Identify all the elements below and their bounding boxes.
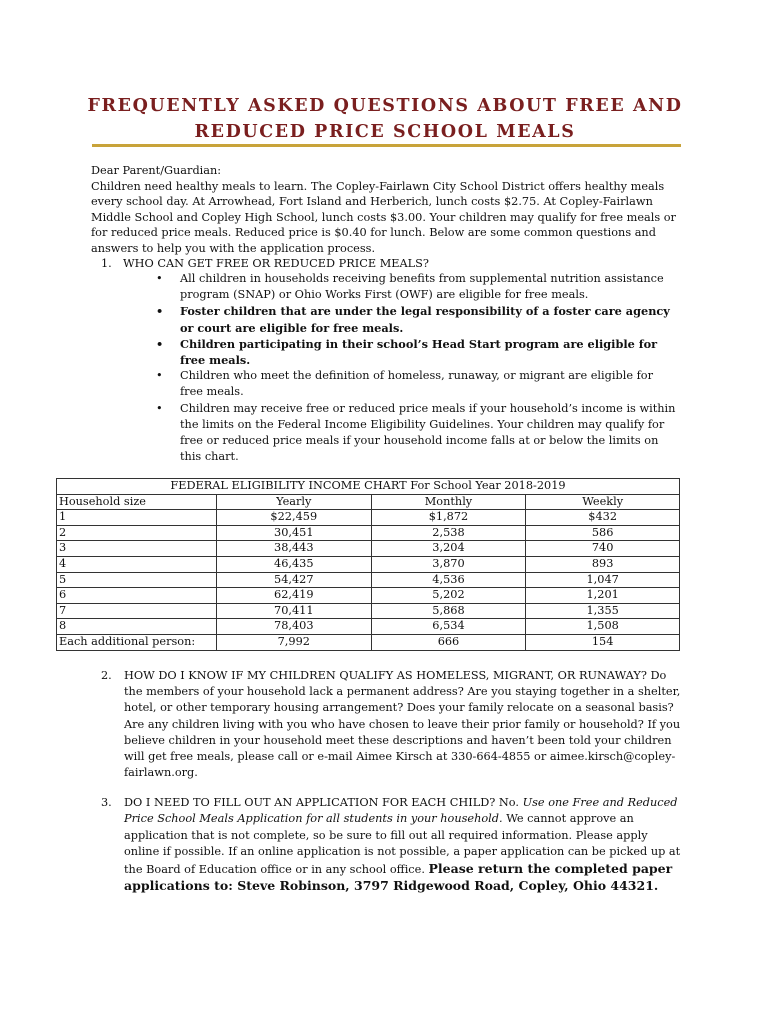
yearly-cell: 7,992	[216, 634, 371, 650]
weekly-cell: 893	[526, 556, 680, 572]
yearly-cell: $22,459	[216, 510, 371, 526]
monthly-cell: 5,868	[371, 603, 526, 619]
yearly-cell: 54,427	[216, 572, 371, 588]
greeting: Dear Parent/Guardian:	[91, 164, 222, 177]
weekly-cell: 586	[526, 525, 680, 541]
household-size-cell: 5	[57, 572, 217, 588]
bullet-icon: •	[156, 401, 163, 415]
question-2-number: 2.	[101, 669, 112, 682]
monthly-cell: 3,204	[371, 541, 526, 557]
table-header-row	[57, 494, 680, 510]
intro-section	[91, 163, 683, 256]
monthly-cell: 5,202	[371, 588, 526, 604]
intro-paragraph: Children need healthy meals to learn. The Copley-Fairlawn City School District offers healthy meals every school day. At Arrowhead, Fort Island and Herberich, lunch costs $2.75. At Copley-Fairlawn Middle School and Copley High School, lunch costs $3.00. Your children may qualify for free meals or for reduced price meals. Reduced price is $0.40 for lunch. Below are some common questions and answers to help you with the application process.	[91, 179, 676, 255]
question-3-number: 3.	[101, 796, 112, 809]
table-row	[57, 603, 680, 619]
monthly-cell: $1,872	[371, 510, 526, 526]
yearly-cell: 62,419	[216, 588, 371, 604]
bullet-icon: •	[156, 304, 164, 319]
bullet-icon: •	[156, 369, 163, 383]
list-item: • Children may receive free or reduced price meals if your household’s income is within the limits on the Federal Income Eligibility Guidelines. Your children may qualify for free or reduced price meals if your household income falls at or below the limits on this chart.	[156, 401, 676, 464]
table-row	[57, 572, 680, 588]
household-size-cell: 3	[57, 541, 217, 557]
table-row	[57, 541, 680, 557]
title-line-2: REDUCED PRICE SCHOOL MEALS	[194, 122, 576, 142]
bullet-icon: •	[156, 272, 163, 285]
yearly-cell: 46,435	[216, 556, 371, 572]
question-3-lead: DO I NEED TO FILL OUT AN APPLICATION FOR EACH CHILD? No.	[124, 796, 519, 809]
return-address: Please return the completed paper applications to: Steve Robinson, 3797 Ridgewood Road, Copley, Ohio 44321.	[124, 860, 673, 894]
question-1-number: 1.	[101, 257, 112, 270]
list-item: • All children in households receiving benefits from supplemental nutrition assistance program (SNAP) or Ohio Works First (OWF) are eligible for free meals.	[156, 272, 664, 302]
table-title: FEDERAL ELIGIBILITY INCOME CHART For School Year 2018-2019	[57, 479, 680, 495]
yearly-cell: 38,443	[216, 541, 371, 557]
table-row	[57, 588, 680, 604]
monthly-cell: 6,534	[371, 619, 526, 635]
list-item: • Children who meet the definition of homeless, runaway, or migrant are eligible for free meals.	[156, 369, 653, 399]
column-header: Monthly	[371, 494, 526, 510]
weekly-cell: $432	[526, 510, 680, 526]
title-line-1: FREQUENTLY ASKED QUESTIONS ABOUT FREE AND	[87, 96, 683, 116]
table-row	[57, 525, 680, 541]
list-item: • Foster children that are under the legal responsibility of a foster care agency or court are eligible for free meals.	[156, 304, 670, 335]
weekly-cell: 1,047	[526, 572, 680, 588]
column-header: Household size	[57, 494, 217, 510]
list-item: • Children participating in their school’s Head Start program are eligible for free meals.	[156, 336, 658, 368]
question-1-heading: WHO CAN GET FREE OR REDUCED PRICE MEALS?	[123, 257, 429, 270]
household-size-cell: 1	[57, 510, 217, 526]
question-2-text: HOW DO I KNOW IF MY CHILDREN QUALIFY AS HOMELESS, MIGRANT, OR RUNAWAY? Do the members of your household lack a permanent address? Are you staying together in a shelter, hotel, or other temporary housing arrangement? Does your family relocate on a seasonal basis? Are any children living with you who have chosen to leave their prior family or household? If you believe children in your household meet these descriptions and haven’t been told your children will get free meals, please call or e-mail Aimee Kirsch at 330-664-4855 or aimee.kirsch@copley-fairlawn.org.	[124, 669, 681, 780]
household-size-cell: 8	[57, 619, 217, 635]
table-row	[57, 510, 680, 526]
question-3-text	[124, 795, 683, 895]
yearly-cell: 78,403	[216, 619, 371, 635]
column-header: Weekly	[526, 494, 680, 510]
household-size-cell: Each additional person:	[57, 634, 217, 650]
monthly-cell: 2,538	[371, 525, 526, 541]
weekly-cell: 1,201	[526, 588, 680, 604]
bullet-icon: •	[156, 336, 164, 351]
title-underline	[92, 144, 681, 147]
table-row	[57, 556, 680, 572]
eligibility-bullet-list	[153, 271, 678, 465]
question-3-italic: Use one Free and Reduced Price School Meals Application for all students in your household.	[124, 796, 678, 826]
household-size-cell: 6	[57, 588, 217, 604]
table-row	[57, 634, 680, 650]
page-title	[60, 93, 710, 145]
monthly-cell: 666	[371, 634, 526, 650]
weekly-cell: 1,355	[526, 603, 680, 619]
question-3-body: We cannot approve an application that is not complete, so be sure to fill out all required information. Please apply online if possible. If an online application is not possible, a paper application can be picked up at the Board of Education office or in any school office.	[124, 812, 681, 876]
yearly-cell: 70,411	[216, 603, 371, 619]
table-title-row	[57, 479, 680, 495]
monthly-cell: 3,870	[371, 556, 526, 572]
household-size-cell: 4	[57, 556, 217, 572]
table-row	[57, 619, 680, 635]
yearly-cell: 30,451	[216, 525, 371, 541]
column-header: Yearly	[216, 494, 371, 510]
household-size-cell: 2	[57, 525, 217, 541]
weekly-cell: 154	[526, 634, 680, 650]
income-eligibility-table	[56, 478, 680, 651]
monthly-cell: 4,536	[371, 572, 526, 588]
weekly-cell: 740	[526, 541, 680, 557]
household-size-cell: 7	[57, 603, 217, 619]
weekly-cell: 1,508	[526, 619, 680, 635]
